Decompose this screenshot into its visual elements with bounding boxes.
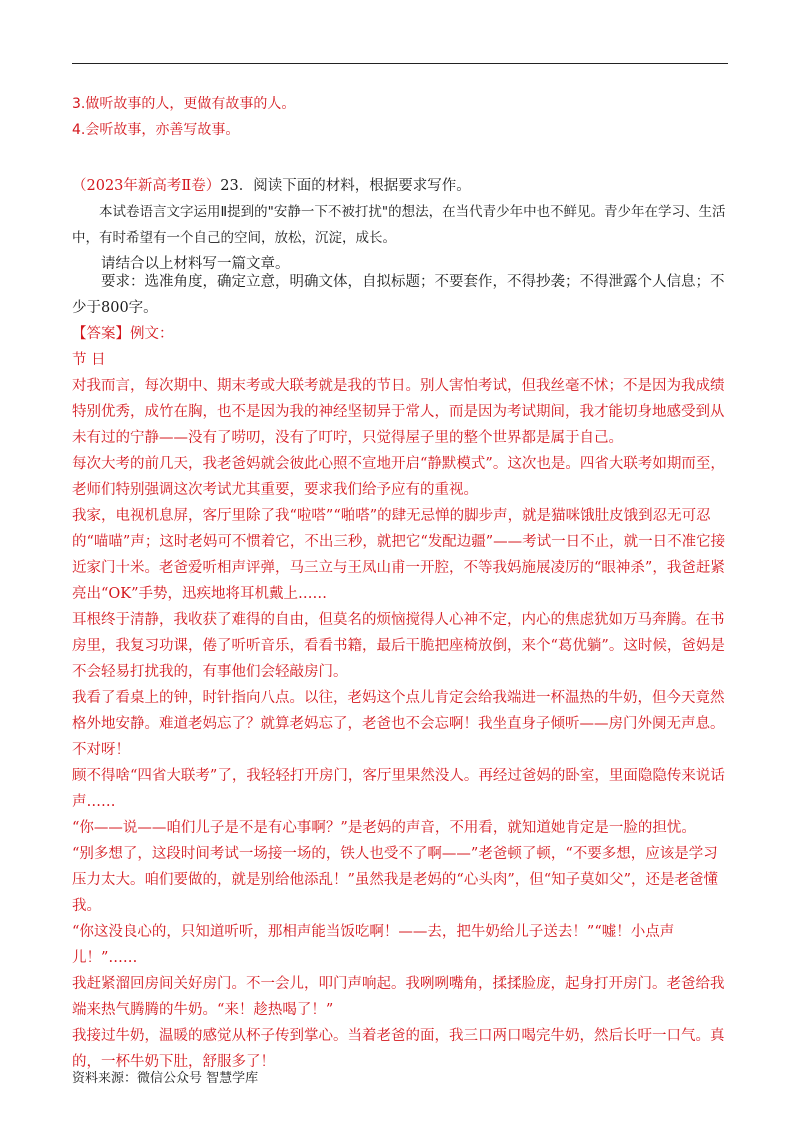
- question-source: （2023年新高考Ⅱ卷）: [72, 178, 221, 194]
- essay-body: [72, 373, 728, 1075]
- essay-paragraph: 对我而言，每次期中、期末考或大联考就是我的节日。别人害怕考试，但我丝毫不怵；不是因为我成绩特别优秀，成竹在胸，也不是因为我的神经坚韧异于常人，而是因为考试期间，我才能切身地感受到从未有过的宁静——没有了唠叨，没有了叮咛，只觉得屋子里的整个世界都是属于自己。: [72, 378, 725, 446]
- footer-source: 资料来源：微信公众号 智慧学库: [72, 1071, 259, 1086]
- question-number: 23．阅读下面的材料，根据要求写作。: [220, 178, 471, 194]
- essay-paragraph: 我看了看桌上的钟，时针指向八点。以往，老妈这个点儿肯定会给我端进一杯温热的牛奶，但今天竟然格外地安静。难道老妈忘了？就算老妈忘了，老爸也不会忘啊！我坐直身子倾听——房门外阒无声息。不对呀！: [72, 690, 725, 758]
- essay-paragraph: “你——说——咱们儿子是不是有心事啊？”是老妈的声音，不用看，就知道她肯定是一脸的担忧。: [72, 820, 696, 836]
- question-heading: [72, 173, 728, 199]
- essay-paragraph: 每次大考的前几天，我老爸妈就会彼此心照不宣地开启“静默模式”。这次也是。四省大联考如期而至，老师们特别强调这次考试尤其重要，要求我们给予应有的重视。: [72, 456, 725, 498]
- essay-paragraph: 顾不得啥“四省大联考”了，我轻轻打开房门，客厅里果然没人。再经过爸妈的卧室，里面隐隐传来说话声……: [72, 768, 725, 810]
- header-rule: [72, 63, 728, 64]
- top-list: [72, 91, 728, 143]
- answer-label: 【答案】例文：: [72, 326, 174, 342]
- essay-paragraph: 我接过牛奶，温暖的感觉从杯子传到掌心。当着老爸的面，我三口两口喝完牛奶，然后长吁一口气。真的，一杯牛奶下肚，舒服多了！: [72, 1028, 725, 1070]
- essay-paragraph: 我赶紧溜回房间关好房门。不一会儿，叩门声响起。我咧咧嘴角，揉揉脸庞，起身打开房门。老爸给我端来热气腾腾的牛奶。“来！趁热喝了！”: [72, 976, 725, 1018]
- question-requirements: 要求：选准角度，确定立意，明确文体，自拟标题；不要套作，不得抄袭；不得泄露个人信息；不少于800字。: [72, 274, 725, 316]
- essay-title: 节 日: [72, 352, 106, 368]
- question-material: 本试卷语言文字运用Ⅱ提到的"安静一下不被打扰"的想法，在当代青少年中也不鲜见。青少年在学习、生活中，有时希望有一个自己的空间，放松，沉淀，成长。: [72, 204, 726, 246]
- essay-paragraph: 耳根终于清静，我收获了难得的自由，但莫名的烦恼搅得人心神不定，内心的焦虑犹如万马奔腾。在书房里，我复习功课，倦了听听音乐，看看书籍，最后干脆把座椅放倒，来个“葛优躺”。这时候，爸妈是不会轻易打扰我的，有事他们会轻敲房门。: [72, 612, 725, 680]
- list-item: 4.会听故事，亦善写故事。: [72, 122, 240, 138]
- essay-paragraph: “你这没良心的，只知道听听，那相声能当饭吃啊！——去，把牛奶给儿子送去！”“嘘！小点声儿！”……: [72, 924, 675, 966]
- essay-paragraph: “别多想了，这段时间考试一场接一场的，铁人也受不了啊——”老爸顿了顿，“不要多想，应该是学习压力太大。咱们要做的，就是别给他添乱！”虽然我是老妈的“心头肉”，但“知子莫如父”，还是老爸懂我。: [72, 846, 719, 914]
- question-instruction: 请结合以上材料写一篇文章。: [101, 256, 290, 272]
- essay-paragraph: 我家，电视机息屏，客厅里除了我“啦嗒”“啪嗒”的肆无忌惮的脚步声，就是猫咪饿肚皮饿到忍无可忍的“喵喵”声；这时老妈可不惯着它，不出三秒，就把它“发配边疆”——考试一日不止，就一日不准它接近家门十米。老爸爱听相声评弹，马三立与王凤山甫一开腔，不等我妈施展凌厉的“眼神杀”，我爸赶紧亮出“OK”手势，迅疾地将耳机戴上……: [72, 508, 726, 602]
- list-item: 3.做听故事的人，更做有故事的人。: [72, 96, 296, 112]
